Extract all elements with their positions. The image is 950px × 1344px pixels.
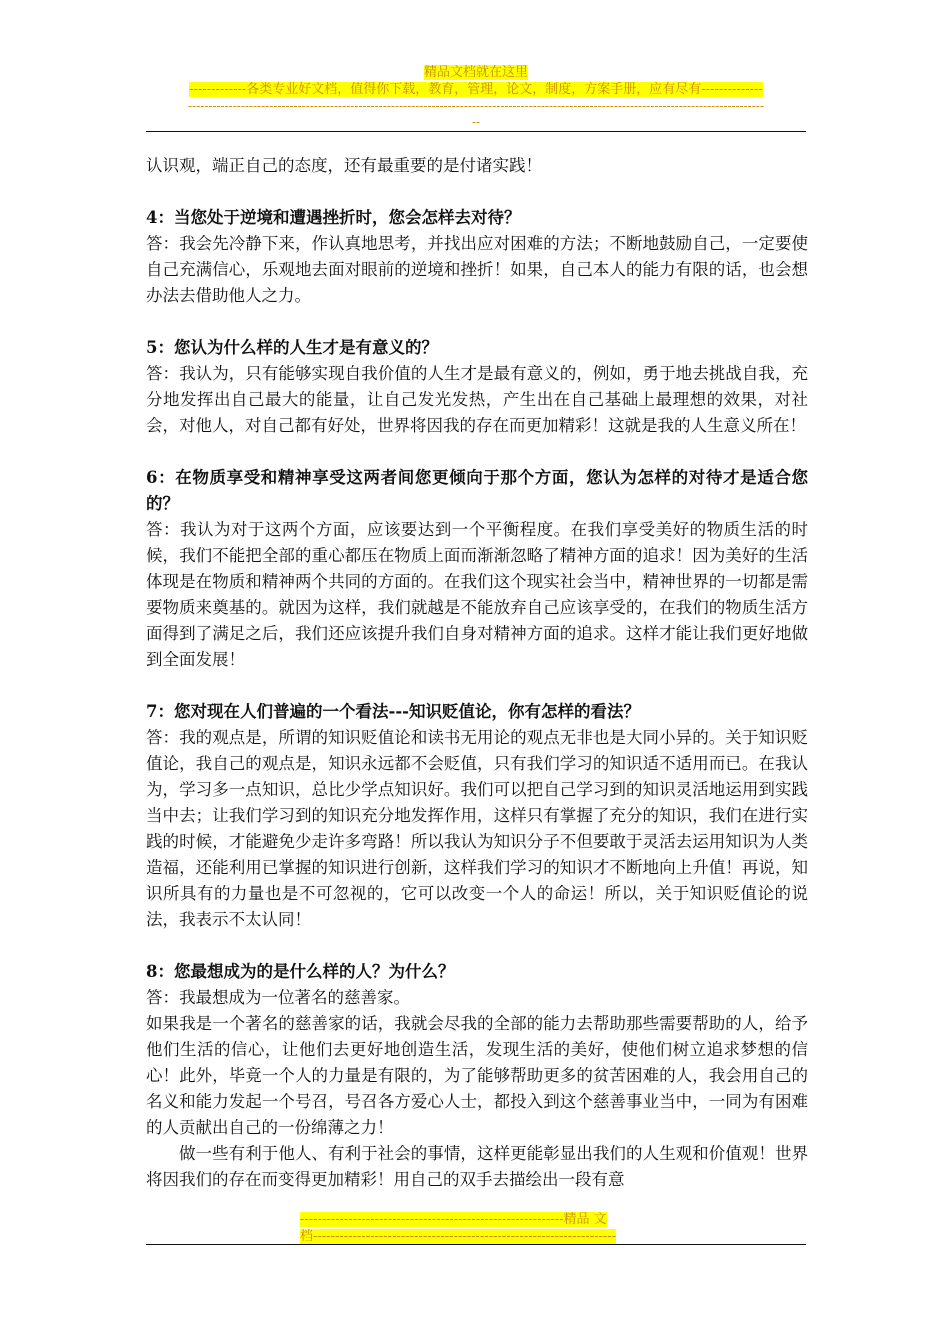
page-header [146,64,806,130]
document-body [146,153,808,1193]
question-6: 6：在物质享受和精神享受这两者间您更倾向于那个方面，您认为怎样的对待才是适合您的？ [146,468,808,513]
header-tagline: -------------各类专业好文档，值得你下载，教育，管理，论文，制度，方案手册，应有尽有-------------- [189,82,763,97]
answer-8-paragraph: 如果我是一个著名的慈善家的话，我就会尽我的全部的能力去帮助那些需要帮助的人，给予他们生活的信心，让他们去更好地创造生活，发现生活的美好，使他们树立追求梦想的信心！此外，毕竟一个人的力量是有限的，为了能够帮助更多的贫苦困难的人，我会用自己的名义和能力发起一个号召，号召各方爱心人士，都投入到这个慈善事业当中，一同为有困难的人贡献出自己的一份绵薄之力！ [146,1014,808,1137]
question-5: 5：您认为什么样的人生才是有意义的？ [146,338,438,357]
answer-7: 答：我的观点是，所谓的知识贬值论和读书无用论的观点无非也是大同小异的。关于知识贬值论，我自己的观点是，知识永远都不会贬值，只有我们学习的知识适不适用而已。在我认为，学习多一点知识，总比少学点知识好。我们可以把自己学习到的知识灵活地运用到实践当中去；让我们学习到的知识充分地发挥作用，这样只有掌握了充分的知识，我们在进行实践的时候，才能避免少走许多弯路！所以我认为知识分子不但要敢于灵活去运用知识为人类造福，还能利用已掌握的知识进行创新，这样我们学习的知识才不断地向上升值！再说，知识所具有的力量也是不可忽视的，它可以改变一个人的命运！所以，关于知识贬值论的说法，我表示不太认同！ [146,728,808,929]
footer-rule [146,1244,806,1245]
answer-4: 答：我会先冷静下来，作认真地思考，并找出应对困难的方法；不断地鼓励自己，一定要使自己充满信心，乐观地去面对眼前的逆境和挫折！如果，自己本人的能力有限的话，也会想办法去借助他人之力。 [146,234,808,305]
header-dashes-tail: -- [471,115,481,129]
header-dashes: ---------------------------------------------------------------------------------------------------------------------------------------------- [188,99,764,113]
footer-line-2: 档--------------------------------------------------------------------- [300,1229,617,1244]
answer-8-indented: 做一些有利于他人、有利于社会的事情，这样更能彰显出我们的人生观和价值观！世界将因我们的存在而变得更加精彩！用自己的双手去描绘出一段有意 [146,1144,808,1189]
answer-6: 答：我认为对于这两个方面，应该要达到一个平衡程度。在我们享受美好的物质生活的时候，我们不能把全部的重心都压在物质上面而渐渐忽略了精神方面的追求！因为美好的生活体现是在物质和精神两个共同的方面的。在我们这个现实社会当中，精神世界的一切都是需要物质来奠基的。就因为这样，我们就越是不能放弃自己应该享受的，在我们的物质生活方面得到了满足之后，我们还应该提升我们自身对精神方面的追求。这样才能让我们更好地做到全面发展！ [146,520,808,669]
intro-paragraph: 认识观，端正自己的态度，还有最重要的是付诸实践！ [146,156,542,175]
question-4: 4：当您处于逆境和遭遇挫折时，您会怎样去对待？ [146,208,521,227]
answer-5: 答：我认为，只有能够实现自我价值的人生才是最有意义的，例如，勇于地去挑战自我，充分地发挥出自己最大的能量，让自己发光发热，产生出在自己基础上最理想的效果，对社会，对他人，对自己都有好处，世界将因我的存在而更加精彩！这就是我的人生意义所在！ [146,364,808,435]
header-title: 精品文档就在这里 [423,65,528,80]
header-rule [146,131,806,132]
page-footer [300,1211,650,1245]
question-8: 8：您最想成为的是什么样的人？为什么？ [146,962,455,981]
question-7: 7：您对现在人们普遍的一个看法---知识贬值论，你有怎样的看法？ [146,702,641,721]
footer-line-1: ------------------------------------------------------------精品 文 [300,1212,607,1227]
answer-8-line: 答：我最想成为一位著名的慈善家。 [146,988,410,1007]
